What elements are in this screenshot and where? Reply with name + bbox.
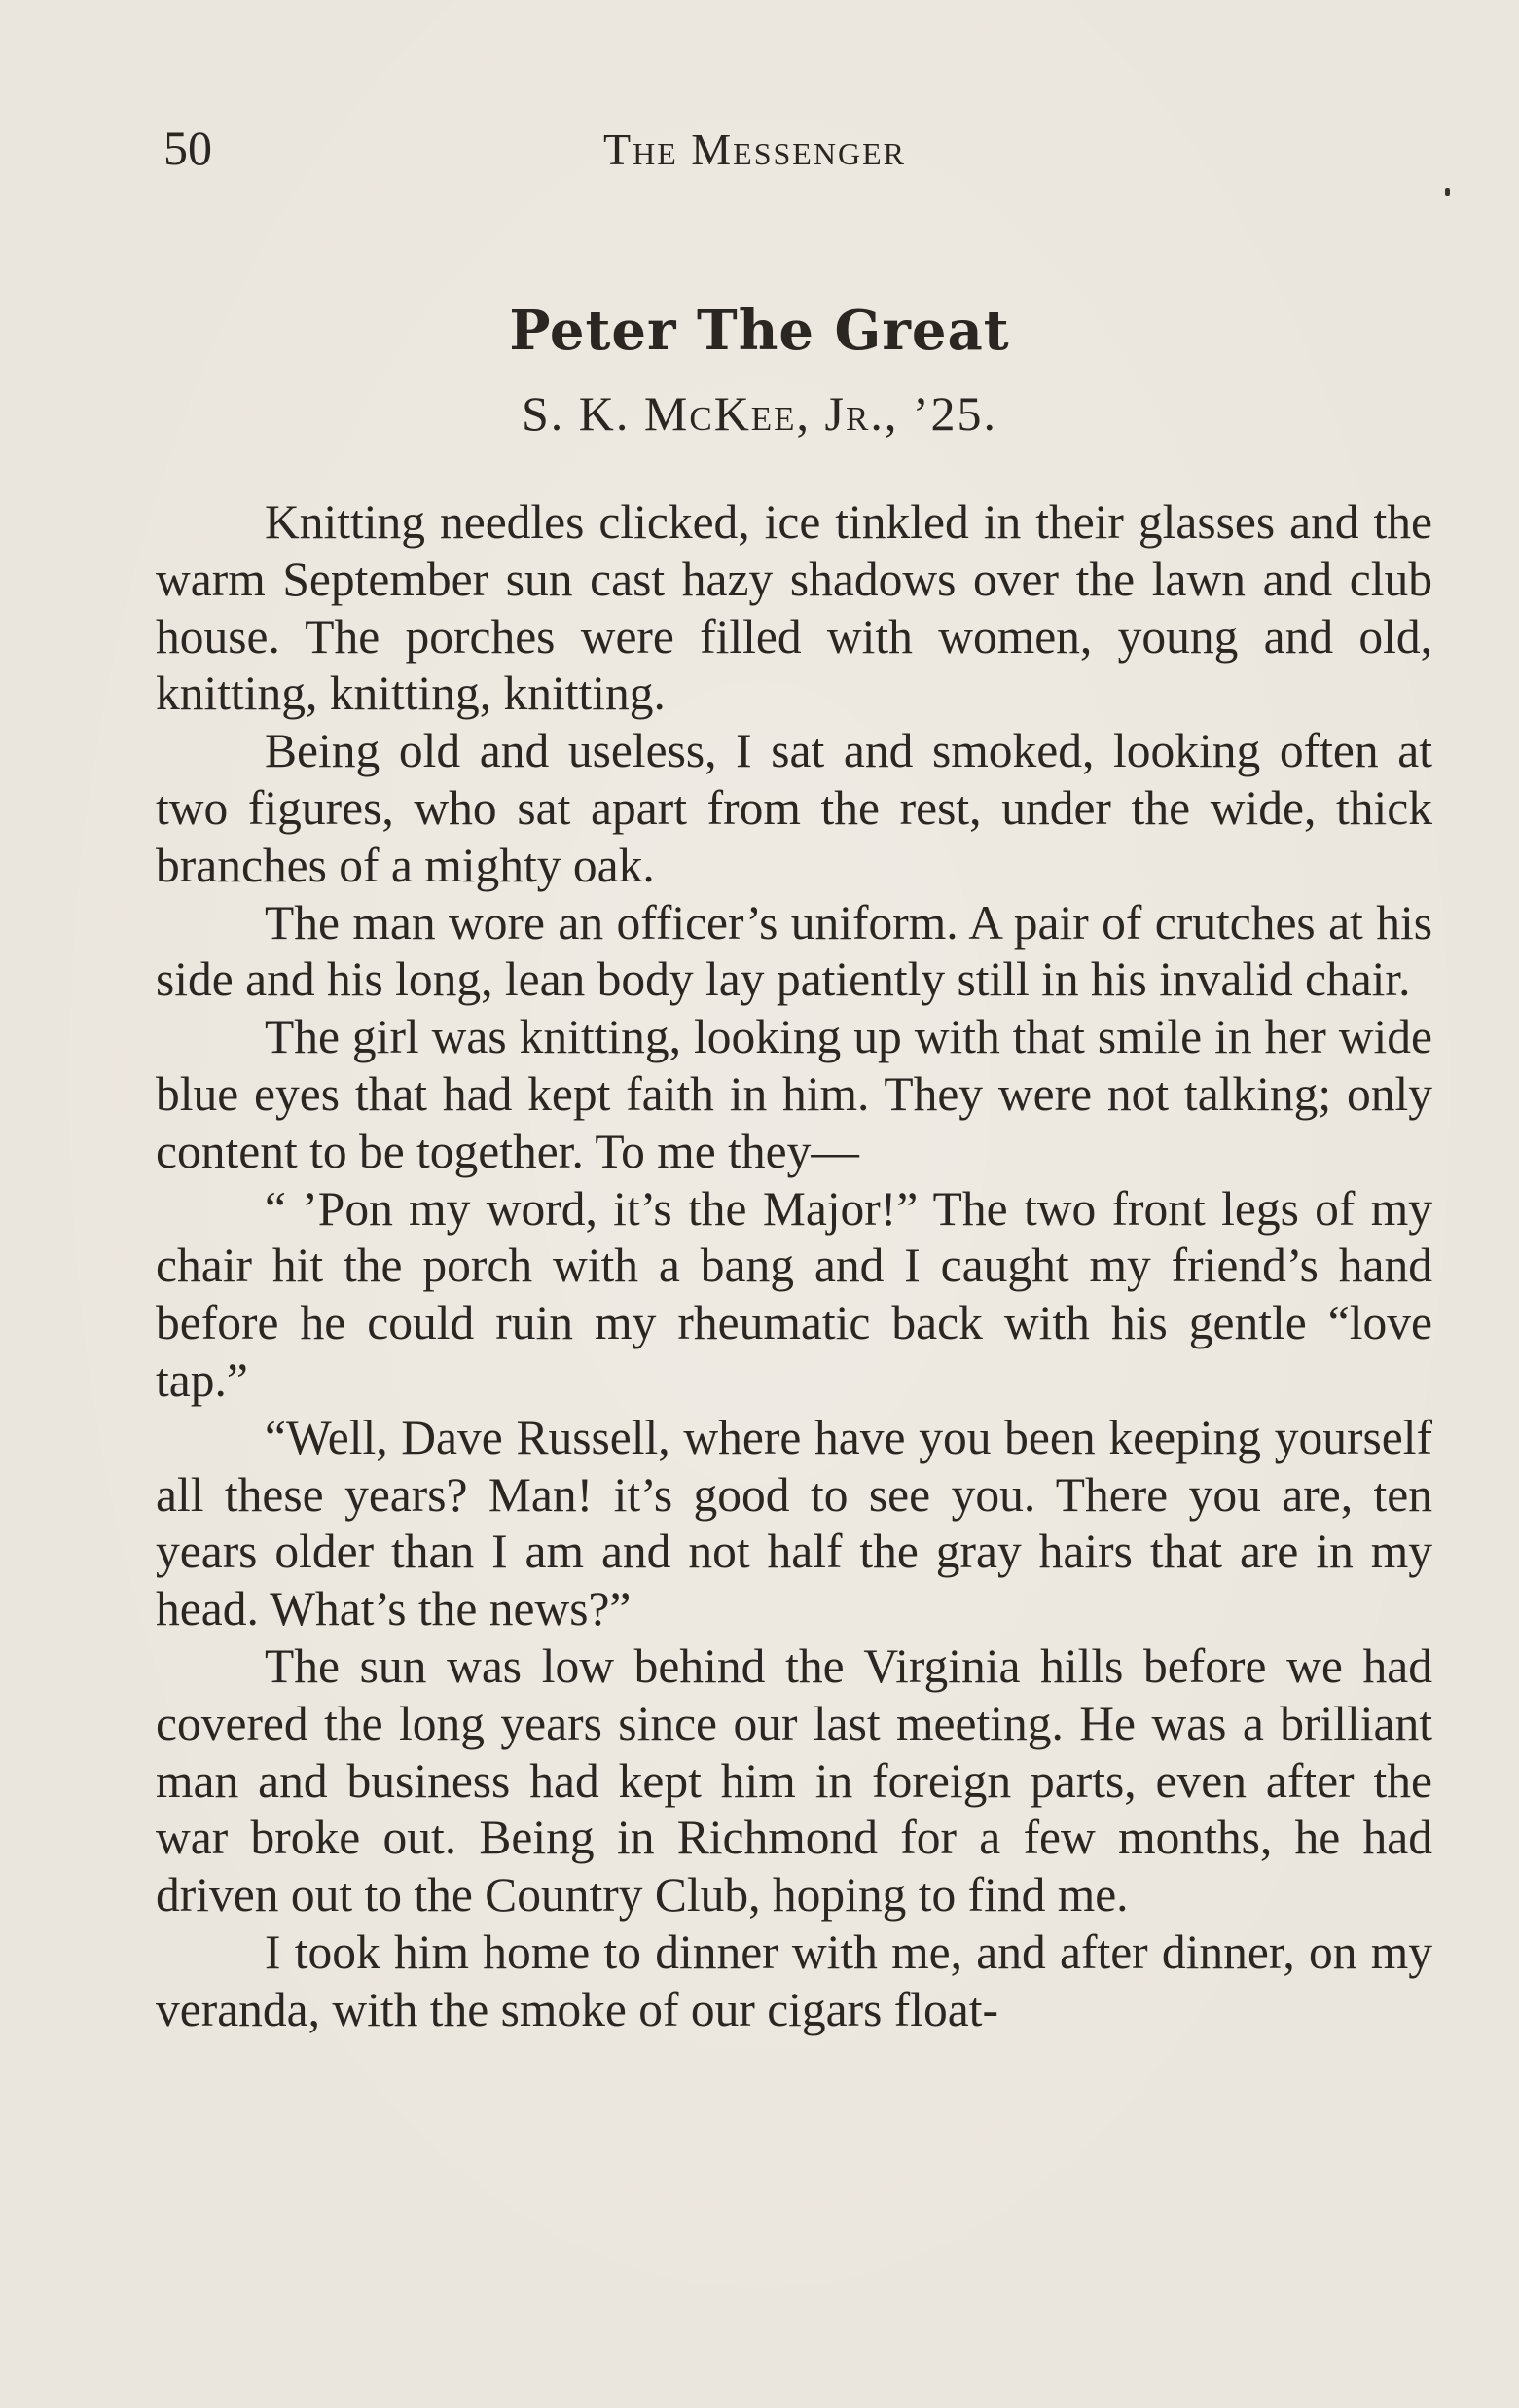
article-byline: S. K. McKee, Jr., ’25. [521,386,998,441]
running-head: The Messenger [603,125,906,174]
article-title: Peter The Great [509,299,1010,363]
paragraph: The man wore an officer’s uniform. A pair of crutches at his side and his long, lean body lay patiently still in his invalid chair. [156,895,1432,1007]
paragraph: Being old and useless, I sat and smoked, looking often at two figures, who sat apart from the rest, under the wide, thick branches of a mighty oak. [156,724,1432,892]
ink-speck [1445,188,1450,196]
article-body [156,494,1432,2039]
paragraph: The girl was knitting, looking up with that smile in her wide blue eyes that had kept faith in him. They were not talking; only content to be together. To me they— [156,1010,1432,1178]
paragraph: Knitting needles clicked, ice tinkled in their glasses and the warm September sun cast hazy shadows over the lawn and club house. The porches were filled with women, young and old, knitting, knitting, knitting. [156,495,1432,721]
page-number: 50 [163,121,212,175]
paragraph: I took him home to dinner with me, and after dinner, on my veranda, with the smoke of our cigars float- [156,1924,1432,2036]
paragraph: “Well, Dave Russell, where have you been keeping yourself all these years? Man! it’s good to see you. There you are, ten years older than I am and not half the gray hairs that are in my head. What’s the news?” [156,1410,1432,1636]
paragraph: The sun was low behind the Virginia hills before we had covered the long years since our last meeting. He was a brilliant man and business had kept him in foreign parts, even after the war broke out. Being in Richmond for a few months, he had driven out to the Country Club, hoping to find me. [156,1638,1432,1923]
paragraph: “ ’Pon my word, it’s the Major!” The two front legs of my chair hit the porch with a bang and I caught my friend’s hand before he could ruin my rheumatic back with his gentle “love tap.” [156,1181,1432,1407]
